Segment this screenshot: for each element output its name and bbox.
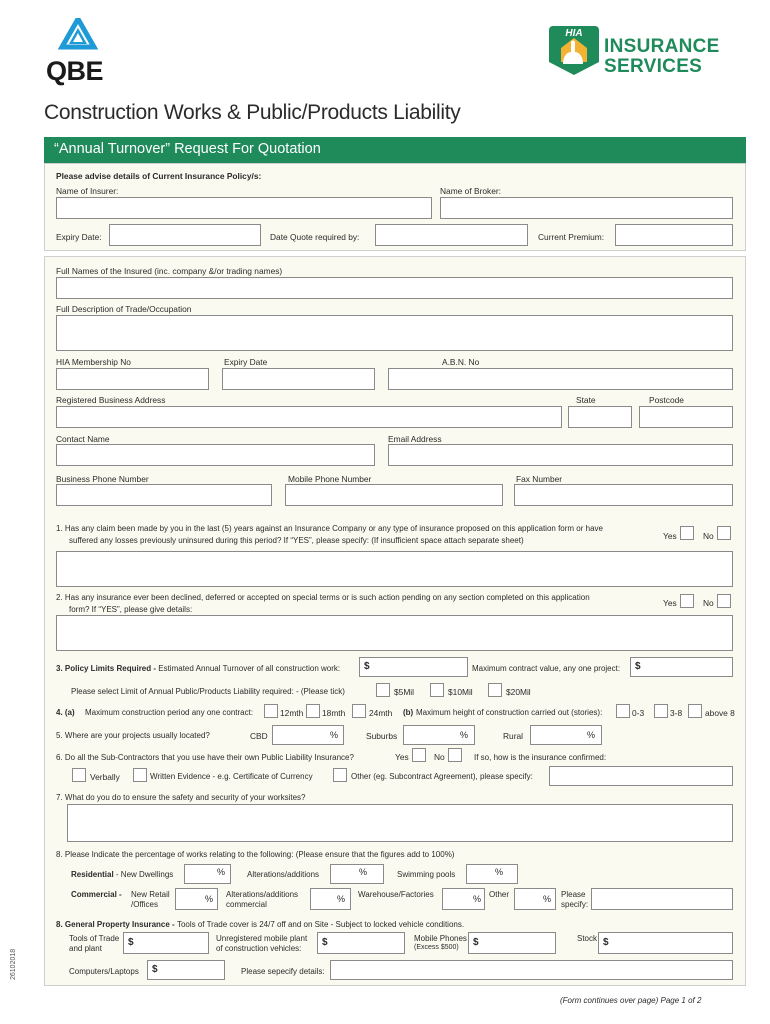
other-agreement-label: Other (eg. Subcontract Agreement), please specify:	[351, 772, 533, 781]
q2-yes-label: Yes	[663, 598, 677, 608]
tools-dollar: $	[128, 937, 134, 948]
contact-input[interactable]	[56, 444, 375, 466]
insured-names-label: Full Names of the Insured (inc. company &/or trading names)	[56, 266, 283, 276]
trade-input[interactable]	[56, 315, 733, 351]
alt-comm-label-1: Alterations/additions	[226, 890, 299, 899]
phone-input[interactable]	[56, 484, 272, 506]
pools-label: Swimming pools	[397, 870, 456, 879]
fax-input[interactable]	[514, 484, 733, 506]
warehouse-percent: %	[473, 894, 482, 904]
postcode-label: Postcode	[649, 395, 684, 405]
insurer-input[interactable]	[56, 197, 432, 219]
page-title: Construction Works & Public/Products Liability	[44, 101, 461, 124]
q1-details-input[interactable]	[56, 551, 733, 587]
q1-line-2: suffered any losses previously uninsured during this period? If “YES”, please specify: (If insufficient space attach separate sheet)	[69, 536, 524, 545]
qbe-logo-text: QBE	[46, 56, 104, 86]
q4a-label: 4. (a)	[56, 708, 75, 717]
limit-5mil-checkbox[interactable]	[376, 683, 390, 697]
new-dwellings-percent: %	[217, 867, 226, 877]
q4b-label: (b)	[403, 708, 414, 717]
q1-no-checkbox[interactable]	[717, 526, 731, 540]
abn-label: A.B.N. No	[442, 357, 480, 367]
limit-10mil-checkbox[interactable]	[430, 683, 444, 697]
q6-if-label: If so, how is the insurance confirmed:	[474, 753, 607, 762]
tools-label-2: and plant	[69, 944, 102, 953]
unreg-label-2: of construction vehicles:	[216, 944, 302, 953]
pools-percent: %	[495, 867, 504, 877]
hia-badge-text: HIA	[565, 28, 583, 39]
unreg-label-1: Unregistered mobile plant	[216, 934, 308, 943]
cbd-percent-sign: %	[330, 730, 339, 740]
q1-yes-checkbox[interactable]	[680, 526, 694, 540]
limit-20mil-checkbox[interactable]	[488, 683, 502, 697]
q8b-text: Tools of Trade cover is 24/7 off and on Site - Subject to locked vehicle conditions.	[176, 920, 465, 929]
mobile-input[interactable]	[285, 484, 503, 506]
period-24mth-checkbox[interactable]	[352, 704, 366, 718]
turnover-input[interactable]	[359, 657, 468, 677]
period-12mth-label: 12mth	[280, 708, 304, 718]
max-contract-dollar: $	[635, 661, 641, 672]
specify-details-input[interactable]	[330, 960, 733, 980]
please-specify-input[interactable]	[591, 888, 733, 910]
q2-yes-checkbox[interactable]	[680, 594, 694, 608]
height-above-8-checkbox[interactable]	[688, 704, 702, 718]
q1-yes-label: Yes	[663, 531, 677, 541]
q3-heading: 3. Policy Limits Required -	[56, 664, 159, 673]
max-contract-label: Maximum contract value, any one project:	[472, 664, 621, 673]
other-label: Other	[489, 890, 510, 899]
written-evidence-checkbox[interactable]	[133, 768, 147, 782]
q6-label: 6. Do all the Sub-Contractors that you use have their own Public Liability Insurance?	[56, 753, 354, 762]
suburbs-percent-sign: %	[460, 730, 469, 740]
email-label: Email Address	[388, 434, 442, 444]
new-retail-label-1: New Retail	[131, 890, 170, 899]
q8b-heading: 8. General Property Insurance -	[56, 920, 177, 929]
q4a-text: Maximum construction period any one contract:	[85, 708, 254, 717]
residential-heading: Residential	[71, 870, 114, 879]
hia-line-1: INSURANCE	[604, 36, 720, 57]
period-24mth-label: 24mth	[369, 708, 393, 718]
current-policy-heading: Please advise details of Current Insurance Policy/s:	[56, 171, 262, 181]
height-3-8-label: 3-8	[670, 708, 683, 718]
q6-no-checkbox[interactable]	[448, 748, 462, 762]
alt-comm-percent: %	[337, 894, 346, 904]
q3-text: Estimated Annual Turnover of all construction work:	[158, 664, 341, 673]
new-retail-label-2: /Offices	[131, 900, 158, 909]
q2-details-input[interactable]	[56, 615, 733, 651]
computers-dollar: $	[152, 964, 158, 975]
q2-line-1: 2. Has any insurance ever been declined, deferred or accepted on special terms or is such action pending on any section completed on this application	[56, 593, 590, 602]
phone-label: Business Phone Number	[56, 474, 149, 484]
postcode-input[interactable]	[639, 406, 733, 428]
insured-names-input[interactable]	[56, 277, 733, 299]
quote-date-label: Date Quote required by:	[270, 232, 360, 242]
period-12mth-checkbox[interactable]	[264, 704, 278, 718]
broker-label: Name of Broker:	[440, 186, 501, 196]
pools-input[interactable]	[466, 864, 518, 884]
premium-label: Current Premium:	[538, 232, 605, 242]
email-input[interactable]	[388, 444, 733, 466]
height-3-8-checkbox[interactable]	[654, 704, 668, 718]
state-label: State	[576, 395, 596, 405]
cbd-label: CBD	[250, 731, 268, 741]
q6-yes-label: Yes	[395, 752, 409, 762]
address-label: Registered Business Address	[56, 395, 166, 405]
other-agreement-checkbox[interactable]	[333, 768, 347, 782]
verbally-checkbox[interactable]	[72, 768, 86, 782]
q1-line-1: 1. Has any claim been made by you in the last (5) years against an Insurance Company or any type of insurance proposed on this application form or have	[56, 524, 603, 533]
alterations-label: Alterations/additions	[247, 870, 320, 879]
stock-label: Stock	[577, 934, 598, 943]
quote-date-input[interactable]	[375, 224, 528, 246]
alt-comm-label-2: commercial	[226, 900, 267, 909]
height-above-8-label: above 8	[705, 708, 735, 718]
q2-no-label: No	[703, 598, 714, 608]
q7-label: 7. What do you do to ensure the safety and security of your worksites?	[56, 793, 306, 802]
mobiles-label-2: (Excess $500)	[414, 944, 459, 951]
alterations-percent: %	[359, 867, 368, 877]
tools-label-1: Tools of Trade	[69, 934, 120, 943]
turnover-dollar: $	[364, 661, 370, 672]
banner-text: “Annual Turnover” Request For Quotation	[54, 141, 321, 157]
q4b-text: Maximum height of construction carried out (stories):	[416, 708, 603, 717]
commercial-label: Commercial -	[71, 890, 122, 899]
please-specify-label-1: Please	[561, 890, 586, 899]
warehouse-label: Warehouse/Factories	[358, 890, 434, 899]
limit-select-label: Please select Limit of Annual Public/Products Liability required: - (Please tick)	[71, 687, 345, 696]
tools-input[interactable]	[123, 932, 209, 954]
suburbs-label: Suburbs	[366, 731, 398, 741]
contact-label: Contact Name	[56, 434, 110, 444]
mobiles-input[interactable]	[468, 932, 556, 954]
qbe-emblem-icon	[58, 18, 98, 52]
limit-5mil-label: $5Mil	[394, 687, 415, 697]
other-agreement-input[interactable]	[549, 766, 733, 786]
qbe-logo	[44, 18, 114, 88]
period-18mth-label: 18mth	[322, 708, 346, 718]
hia-insurance-logo	[547, 22, 737, 78]
residential-label	[71, 870, 173, 879]
fax-label: Fax Number	[516, 474, 563, 484]
specify-details-label: Please sepecify details:	[241, 967, 325, 976]
address-input[interactable]	[56, 406, 562, 428]
mobile-label: Mobile Phone Number	[288, 474, 372, 484]
membership-expiry-input[interactable]	[222, 368, 375, 390]
rural-percent-sign: %	[587, 730, 596, 740]
written-evidence-label: Written Evidence - e.g. Certificate of Currency	[150, 772, 313, 781]
q6-yes-checkbox[interactable]	[412, 748, 426, 762]
expiry-date-label: Expiry Date:	[56, 232, 102, 242]
limit-10mil-label: $10Mil	[448, 687, 473, 697]
q8b-label	[56, 920, 464, 929]
q1-no-label: No	[703, 531, 714, 541]
alterations-input[interactable]	[330, 864, 384, 884]
q8-label: 8. Please Indicate the percentage of works relating to the following: (Please ensure that the figures add to 100%)	[56, 850, 455, 859]
q6-no-label: No	[434, 752, 445, 762]
premium-input[interactable]	[615, 224, 733, 246]
hia-membership-input[interactable]	[56, 368, 209, 390]
stock-dollar: $	[603, 937, 609, 948]
height-0-3-label: 0-3	[632, 708, 645, 718]
page-note: (Form continues over page) Page 1 of 2	[560, 996, 702, 1005]
unreg-input[interactable]	[317, 932, 405, 954]
membership-expiry-label: Expiry Date	[224, 357, 268, 367]
hia-house-hand-icon	[547, 22, 601, 76]
side-code: 26102018	[10, 948, 17, 980]
new-retail-percent: %	[205, 894, 214, 904]
insurer-label: Name of Insurer:	[56, 186, 119, 196]
stock-input[interactable]	[598, 932, 733, 954]
rural-label: Rural	[503, 731, 524, 741]
verbally-label: Verbally	[90, 772, 120, 782]
computers-input[interactable]	[147, 960, 225, 980]
new-dwellings-label: - New Dwellings	[115, 870, 174, 879]
other-percent: %	[543, 894, 552, 904]
hia-membership-label: HIA Membership No	[56, 357, 131, 367]
q5-label: 5. Where are your projects usually located?	[56, 731, 210, 740]
period-18mth-checkbox[interactable]	[306, 704, 320, 718]
abn-input[interactable]	[388, 368, 733, 390]
q2-line-2: form? If “YES”, please give details:	[69, 605, 193, 614]
q2-no-checkbox[interactable]	[717, 594, 731, 608]
mobiles-dollar: $	[473, 937, 479, 948]
trade-label: Full Description of Trade/Occupation	[56, 304, 192, 314]
unreg-dollar: $	[322, 937, 328, 948]
height-0-3-checkbox[interactable]	[616, 704, 630, 718]
mobiles-label-1: Mobile Phones	[414, 934, 467, 943]
expiry-date-input[interactable]	[109, 224, 261, 246]
q7-input[interactable]	[67, 804, 733, 842]
please-specify-label-2: specify:	[561, 900, 589, 909]
broker-input[interactable]	[440, 197, 733, 219]
q3-label	[56, 664, 340, 673]
computers-label: Computers/Laptops	[69, 967, 139, 976]
hia-line-2: SERVICES	[604, 56, 703, 77]
limit-20mil-label: $20Mil	[506, 687, 531, 697]
state-input[interactable]	[568, 406, 632, 428]
max-contract-input[interactable]	[630, 657, 733, 677]
